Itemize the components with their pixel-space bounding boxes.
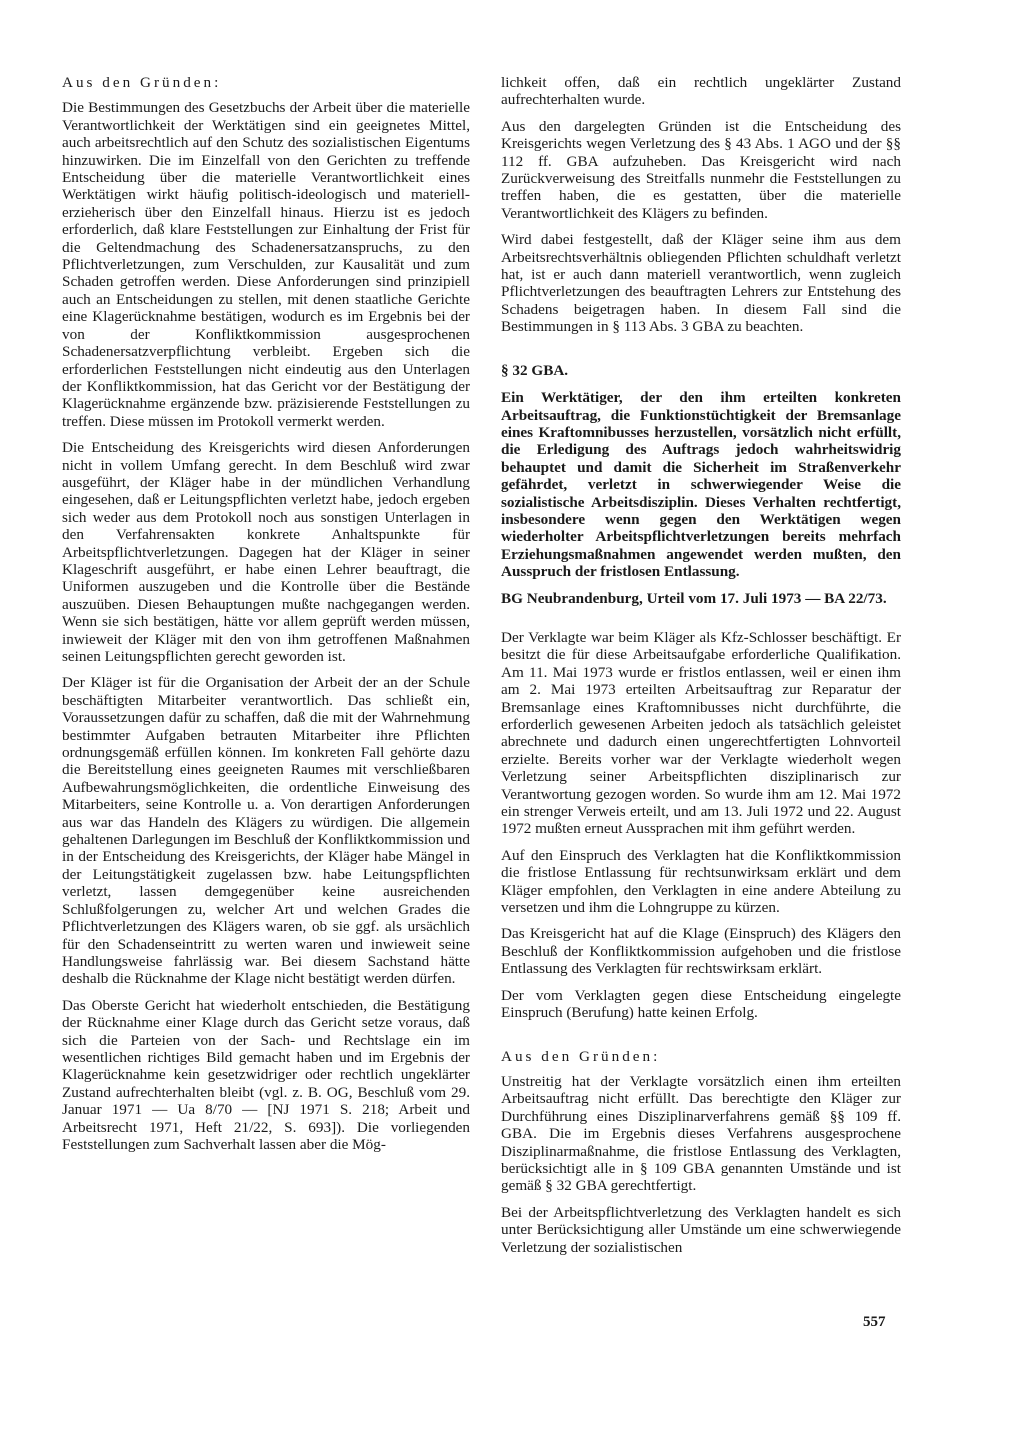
paragraph: Unstreitig hat der Verklagte vorsätzlich einen ihm erteilten Arbeitsauftrag nicht erfüllt. Das berechtigte den Kläger zur Durchführung eines Disziplinarverfahrens gemäß §§ 109 ff. GBA. Die im Ergebnis dieses Verfahrens ausgesprochene Disziplinarmaßnahme, die fristlose Entlassung des Verklagten, berücksichtigt alle in § 109 GBA genannten Umstände und ist gemäß § 32 GBA gerechtfertigt. — [501, 1072, 901, 1195]
paragraph: Auf den Einspruch des Verklagten hat die Konfliktkommission die fristlose Entlassung für rechtsunwirksam erklärt und dem Kläger empfohlen, den Verklagten in eine andere Abteilung zu versetzen und ihm die Lohngruppe zu kürzen. — [501, 846, 901, 917]
paragraph: Das Oberste Gericht hat wiederholt entschieden, die Bestätigung der Rücknahme einer Klage durch das Gericht setze voraus, daß sich die Parteien von der Sach- und Rechtslage ein im wesentlichen richtiges Bild gemacht haben und im Ergebnis der Klagerücknahme kein gesetzwidriger oder rechtlich ungeklärter Zustand aufrechterhalten bleibt (vgl. z. B. OG, Beschluß vom 29. Januar 1971 — Ua 8/70 — [NJ 1971 S. 218; Arbeit und Arbeitsrecht 1971, Heft 21/22, S. 693]). Die vorliegenden Feststellungen zum Sachverhalt lassen aber die Mög- — [62, 996, 470, 1153]
paragraph: Der Verklagte war beim Kläger als Kfz-Schlosser beschäftigt. Er besitzt die für diese Arbeitsaufgabe erforderliche Qualifikation. Am 11. Mai 1973 wurde er fristlos entlassen, weil er einen ihm am 2. Mai 1973 erteilten Arbeitsauftrag zur Reparatur der Bremsanlage eines Kraftomnibusses nicht durchführte, die erforderlich gewesenen Arbeiten jedoch als tatsächlich geleistet abrechnete und dadurch einen ungerechtfertigten Lohnvorteil erzielte. Bereits vorher war der Verklagte wiederholt wegen Verletzung seiner Arbeitspflichten disziplinarisch zur Verantwortung gezogen worden. So wurde ihm am 12. Mai 1972 ein strenger Verweis erteilt, und am 13. Juli 1972 und 22. August 1972 mußten erneut Aussprachen mit ihm geführt werden. — [501, 628, 901, 838]
section-heading: § 32 GBA. — [501, 361, 569, 379]
page-number: 557 — [863, 1314, 886, 1330]
paragraph: Das Kreisgericht hat auf die Klage (Einspruch) des Klägers den Beschluß der Konfliktkommission aufgehoben und die fristlose Entlassung des Verklagten für rechtswirksam erklärt. — [501, 925, 901, 978]
paragraph: Der Kläger ist für die Organisation der Arbeit der an der Schule beschäftigten Mitarbeiter verantwortlich. Das schließt ein, Voraussetzungen dafür zu schaffen, daß die mit der Wahrnehmung bestimmter Aufgaben betrauten Mitarbeiter ihre Pflichten ordnungsgemäß erfüllen können. Im konkreten Fall gehörte dazu die Bereitstellung eines geeigneten Raumes mit verschließbaren Aufbewahrungsmöglichkeiten, die ordentliche Einweisung des Mitarbeiters, seine Kontrolle u. a. Von derartigen Anforderungen aus war das Handeln des Klägers zu würdigen. Die allgemein gehaltenen Darlegungen im Beschluß der Konfliktkommission und in der Entscheidung des Kreisgerichts, der Kläger habe Mängel in der Leitungstätigkeit zugelassen bzw. habe Leitungspflichten verletzt, lassen demgegenüber keine ausreichenden Schlußfolgerungen zu, welcher Art und welchen Grades die Pflichtverletzungen des Klägers waren, ob sie ggf. als ursächlich für den Schadenseintritt zu werten waren und inwieweit seine Handlungsweise fahrlässig war. Bei diesem Sachstand hätte deshalb die Rücknahme der Klage nicht bestätigt werden dürfen. — [62, 674, 470, 988]
headnote: Ein Werktätiger, der den ihm erteilten konkreten Arbeitsauftrag, die Funktionstüchtigkeit der Bremsanlage eines Kraftomnibusses herzustellen, vorsätzlich nicht erfüllt, die Erledigung des Auftrags jedoch wahrheitswidrig behauptet und damit die Sicherheit im Straßenverkehr gefährdet, verletzt in schwerwiegender Weise die sozialistische Arbeitsdisziplin. Dieses Verhalten rechtfertigt, insbesondere wenn gegen den Werktätigen wegen wiederholter Arbeitspflichtverletzungen bereits mehrfach Erziehungsmaßnahmen angewendet werden mußten, den Ausspruch der fristlosen Entlassung. — [501, 389, 901, 581]
reasons-heading-right: Aus den Gründen: — [501, 1047, 661, 1065]
paragraph: Aus den dargelegten Gründen ist die Entscheidung des Kreisgerichts wegen Verletzung des § 43 Abs. 1 AGO und der §§ 112 ff. GBA aufzuheben. Das Kreisgericht wird nach Zurückverweisung des Streitfalls nunmehr die Feststellungen zu treffen haben, die es gestatten, über die materielle Verantwortlichkeit des Klägers zu befinden. — [501, 117, 901, 222]
reasons-heading-left: Aus den Gründen: — [62, 74, 222, 91]
paragraph: Die Bestimmungen des Gesetzbuchs der Arbeit über die materielle Verantwortlichkeit der Werktätigen sind ein geeignetes Mittel, auch arbeitsrechtlich auf den Schutz des sozialistischen Eigentums hinzuwirken. Die im Einzelfall von den Gerichten zu treffende Entscheidung über die materielle Verantwortlichkeit eines Werktätigen wirkt häufig politisch-ideologisch und materiell-erzieherisch über den Einzelfall hinaus. Hierzu ist es jedoch erforderlich, daß klare Feststellungen zur Einhaltung der Frist für die Geltendmachung des Schadenersatzanspruchs, zu den Pflichtverletzungen, zum Verschulden, zur Kausalität und zum Schaden getroffen werden. Diese Anforderungen sind prinzipiell auch an Entscheidungen zu stellen, mit denen staatliche Gerichte eine Klagerücknahme bestätigen, wodurch es im Ergebnis bei der von der Konfliktkommission ausgesprochenen Schadenersatzverpflichtung verbleibt. Ergeben sich die erforderlichen Feststellungen nicht eindeutig aus den Unterlagen der Konfliktkommission, hat das Gericht vor der Bestätigung der Klagerücknahme ergänzende bzw. präzisierende Feststellungen zu treffen. Diese müssen im Protokoll vermerkt werden. — [62, 99, 470, 430]
case-citation: BG Neubrandenburg, Urteil vom 17. Juli 1973 — BA 22/73. — [501, 589, 887, 607]
paragraph: Wird dabei festgestellt, daß der Kläger seine ihm aus dem Arbeitsrechtsverhältnis obliegenden Pflichten schuldhaft verletzt hat, ist er auch dann materiell verantwortlich, wenn zugleich Pflichtverletzungen des beauftragten Lehrers zur Entstehung des Schadens beigetragen haben. In diesem Fall sind die Bestimmungen in § 113 Abs. 3 GBA zu beachten. — [501, 231, 901, 336]
right-column — [501, 74, 901, 1265]
paragraph: Die Entscheidung des Kreisgerichts wird diesen Anforderungen nicht in vollem Umfang gerecht. In dem Beschluß wird zwar ausgeführt, der Kläger habe in der mündlichen Verhandlung eingesehen, daß er Leitungspflichten verletzt habe, jedoch ergeben sich weder aus dem Protokoll noch aus sonstigen Unterlagen in den Verfahrensakten konkrete Anhaltspunkte für Arbeitspflichtverletzungen. Dagegen hat der Kläger in seiner Klageschrift ausgeführt, er habe einen Lehrer beauftragt, die Uniformen auszugeben und die Kontrolle über die Bestände auszuüben. Diesen Behauptungen mußte nachgegangen werden. Wenn sie sich bestätigen, hätte vor allem geprüft werden müssen, inwieweit der Kläger mit den von ihm getroffenen Maßnahmen seinen Leitungspflichten gerecht geworden ist. — [62, 439, 470, 665]
paragraph: lichkeit offen, daß ein rechtlich ungeklärter Zustand aufrechterhalten wurde. — [501, 74, 901, 109]
paragraph: Bei der Arbeitspflichtverletzung des Verklagten handelt es sich unter Berücksichtigung aller Umstände um eine schwerwiegende Verletzung der sozialistischen — [501, 1203, 901, 1256]
left-column — [62, 74, 470, 1162]
paragraph: Der vom Verklagten gegen diese Entscheidung eingelegte Einspruch (Berufung) hatte keinen Erfolg. — [501, 986, 901, 1022]
